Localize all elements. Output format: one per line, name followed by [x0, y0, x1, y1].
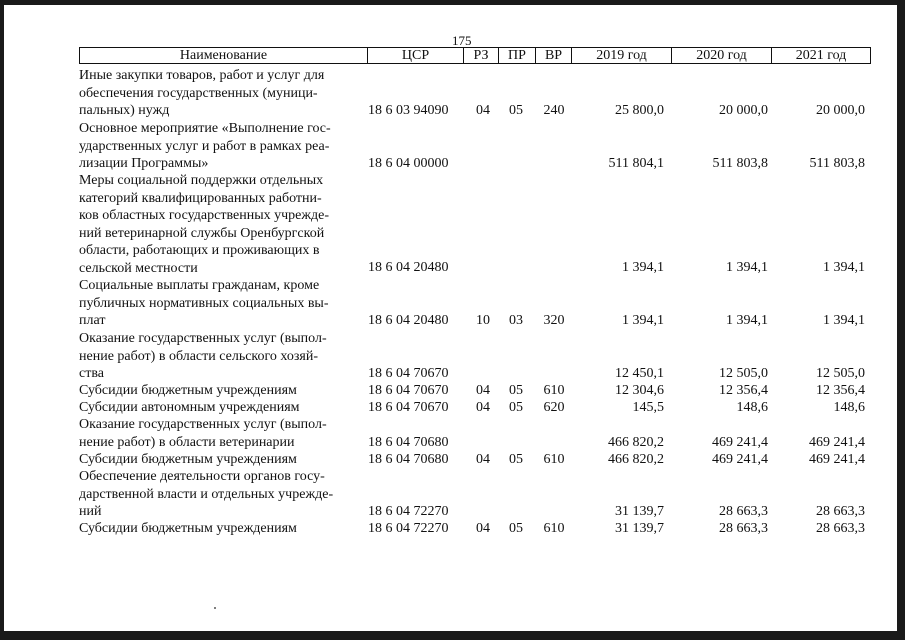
row-2019: 31 139,7 [615, 521, 664, 536]
row-2021: 1 394,1 [823, 313, 865, 328]
header-rz: РЗ [464, 48, 499, 63]
row-2020: 511 803,8 [712, 156, 768, 171]
scan-speck [214, 607, 216, 609]
row-name: Обеспечение деятельности органов госу- дарственной власти и отдельных учрежде- ний [79, 469, 334, 519]
header-pr: ПР [499, 48, 536, 63]
row-2019: 25 800,0 [615, 103, 664, 118]
row-rz: 04 [476, 103, 490, 118]
row-name: Основное мероприятие «Выполнение гос- ударственных услуг и работ в рамках реа- лизации Программы» [79, 121, 331, 171]
row-pr: 03 [509, 313, 523, 328]
row-2020: 12 505,0 [719, 366, 768, 381]
page-number: 175 [452, 33, 472, 48]
row-vr: 240 [543, 103, 565, 118]
row-pr: 05 [509, 521, 523, 536]
row-rz: 04 [476, 521, 490, 536]
row-csr: 18 6 04 70670 [368, 400, 449, 415]
scan-border-top [0, 0, 905, 5]
row-pr: 05 [509, 452, 523, 467]
row-2019: 31 139,7 [615, 504, 664, 519]
scan-border-left [0, 0, 4, 640]
row-vr: 610 [543, 521, 565, 536]
row-2021: 20 000,0 [816, 103, 865, 118]
row-2021: 1 394,1 [823, 260, 865, 275]
row-csr: 18 6 04 72270 [368, 521, 449, 536]
row-csr: 18 6 04 00000 [368, 156, 449, 171]
row-name: Иные закупки товаров, работ и услуг для обеспечения государственных (муници- пальных) нужд [79, 68, 325, 118]
row-2020: 148,6 [736, 400, 768, 415]
row-2020: 28 663,3 [719, 521, 768, 536]
row-2019: 12 450,1 [615, 366, 664, 381]
row-2020: 28 663,3 [719, 504, 768, 519]
header-2021: 2021 год [795, 48, 847, 63]
table-header [79, 47, 871, 64]
header-name: Наименование [80, 48, 368, 63]
header-2019: 2019 год [572, 48, 672, 63]
row-csr: 18 6 04 70670 [368, 383, 449, 398]
row-2020: 1 394,1 [726, 313, 768, 328]
row-2019: 466 820,2 [608, 452, 664, 467]
row-2020: 469 241,4 [712, 434, 768, 450]
scan-border-bottom [0, 631, 905, 640]
row-vr: 320 [543, 313, 565, 328]
row-pr: 05 [509, 103, 523, 118]
row-csr: 18 6 04 72270 [368, 504, 449, 519]
row-2021: 148,6 [833, 400, 865, 415]
row-name: Субсидии бюджетным учреждениям [79, 452, 297, 467]
row-csr: 18 6 04 70680 [368, 434, 449, 450]
row-2021: 12 356,4 [816, 383, 865, 398]
row-2020: 1 394,1 [726, 260, 768, 275]
row-pr: 05 [509, 383, 523, 398]
row-vr: 610 [543, 452, 565, 467]
row-name: Субсидии бюджетным учреждениям [79, 521, 297, 536]
row-2020: 12 356,4 [719, 383, 768, 398]
row-csr: 18 6 03 94090 [368, 103, 449, 118]
row-2021: 511 803,8 [809, 156, 865, 171]
row-name: Субсидии бюджетным учреждениям [79, 383, 297, 398]
row-rz: 04 [476, 400, 490, 415]
row-2019: 1 394,1 [622, 313, 664, 328]
row-name: Социальные выплаты гражданам, кроме публичных нормативных социальных вы- плат [79, 278, 329, 328]
row-2019: 511 804,1 [608, 156, 664, 171]
row-csr: 18 6 04 20480 [368, 260, 449, 275]
row-vr: 610 [543, 383, 565, 398]
header-vr: ВР [536, 48, 572, 63]
row-name: Субсидии автономным учреждениям [79, 400, 300, 415]
row-2019: 145,5 [632, 400, 664, 415]
row-vr: 620 [543, 400, 565, 415]
row-rz: 04 [476, 383, 490, 398]
row-2020: 469 241,4 [712, 452, 768, 467]
row-2021: 28 663,3 [816, 504, 865, 519]
row-pr: 05 [509, 400, 523, 415]
row-name: Меры социальной поддержки отдельных категорий квалифицированных работни- ков областных государственных учрежде- ний ветеринарной службы Оренбургской области, работающих и проживающих в сельской местности [79, 173, 330, 276]
row-2020: 20 000,0 [719, 103, 768, 118]
row-2021: 12 505,0 [816, 366, 865, 381]
row-csr: 18 6 04 70670 [368, 366, 449, 381]
row-csr: 18 6 04 70680 [368, 452, 449, 467]
row-name: Оказание государственных услуг (выпол- нение работ) в области ветеринарии [79, 417, 327, 450]
row-2019: 12 304,6 [615, 383, 664, 398]
header-csr: ЦСР [368, 48, 464, 63]
row-rz: 10 [476, 313, 490, 328]
scan-border-right [897, 0, 905, 640]
row-csr: 18 6 04 20480 [368, 313, 449, 328]
row-2019: 466 820,2 [608, 434, 664, 450]
row-2021: 469 241,4 [809, 434, 865, 450]
row-2019: 1 394,1 [622, 260, 664, 275]
row-rz: 04 [476, 452, 490, 467]
row-2021: 28 663,3 [816, 521, 865, 536]
row-name: Оказание государственных услуг (выпол- нение работ) в области сельского хозяй- ства [79, 331, 327, 381]
header-2020: 2020 год [672, 48, 772, 63]
row-2021: 469 241,4 [809, 452, 865, 467]
